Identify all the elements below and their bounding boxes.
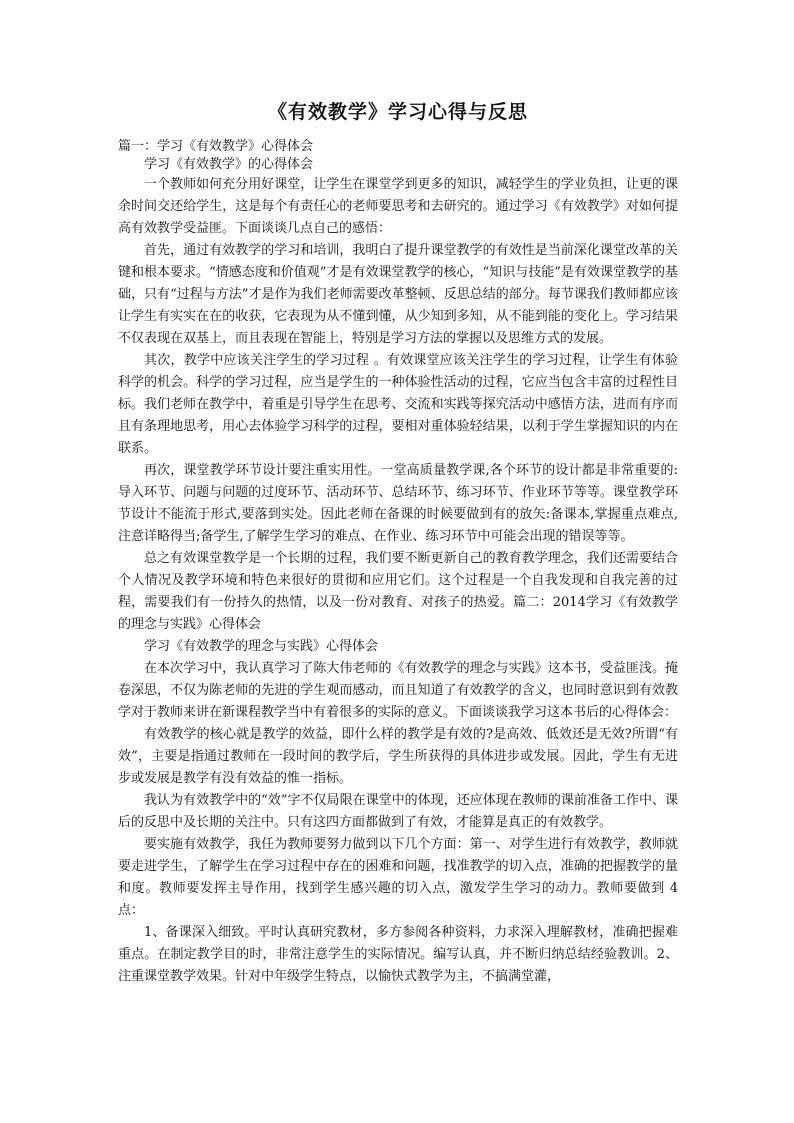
paragraph: 在本次学习中，我认真学习了陈大伟老师的《有效教学的理念与实践》这本书，受益匪浅。掩卷深思，不仅为陈老师的先进的学生观而感动，而且知道了有效教学的含义，也同时意识到有效教学对于教师来讲在新课程教学当中有着很多的实际的意义。下面谈谈我学习这本书后的心得体会： [118, 661, 678, 720]
section-subheading: 学习《有效教学》的心得体会 [144, 157, 314, 172]
paragraph: 首先，通过有效教学的学习和培训，我明白了提升课堂教学的有效性是当前深化课堂改革的关键和根本要求。“情感态度和价值观”才是有效课堂教学的核心，“知识与技能”是有效课堂教学的基础，只有“过程与方法”才是作为我们老师需要改革整顿、反思总结的部分。每节课我们教师都应该让学生有实实在在的收获，它表现为从不懂到懂，从少知到多知，从不能到能的变化上。学习结果不仅表现在双基上，而且表现在智能上，特别是学习方法的掌握以及思维方式的发展。 [118, 243, 678, 346]
paragraph: 总之有效课堂教学是一个长期的过程，我们要不断更新自己的教育教学理念，我们还需要结合个人情况及教学环境和特色来很好的贯彻和应用它们。这个过程是一个自我发现和自我完善的过程，需要我们有一份持久的热情，以及一份对教育、对孩子的热爱。篇二：2014学习《有效教学的理念与实践》心得体会 [118, 551, 678, 632]
section-heading: 篇一：学习《有效教学》心得体会 [118, 139, 314, 154]
paragraph: 一个教师如何充分用好课堂，让学生在课堂学到更多的知识，减轻学生的学业负担，让更的课余时间交还给学生，这是每个有责任心的老师要思考和去研究的。通过学习《有效教学》对如何提高有效教学受益匪。下面谈谈几点自己的感悟： [118, 177, 678, 236]
paragraph: 要实施有效教学，我任为教师要努力做到以下几个方面：第一、对学生进行有效教学，教师就要走进学生，了解学生在学习过程中存在的困难和问题，找准教学的切入点，准确的把握教学的量和度。教师要发挥主导作用，找到学生感兴趣的切入点，激发学生学习的动力。教师要做到 4 点： [118, 837, 678, 918]
document-page [118, 100, 678, 988]
document-title: 《有效教学》学习心得与反思 [267, 101, 528, 123]
paragraph: 其次，教学中应该关注学生的学习过程 。有效课堂应该关注学生的学习过程，让学生有体验科学的机会。科学的学习过程，应当是学生的一种体验性活动的过程，它应当包含丰富的过程性目标。我们老师在教学中，着重是引导学生在思考、交流和实践等探究活动中感悟方法，进而有序而且有条理地思考，用心去体验学习科学的过程，要相对重体验轻结果，以利于学生掌握知识的内在联系。 [118, 353, 678, 456]
paragraph: 我认为有效教学中的“效”字不仅局限在课堂中的体现，还应体现在教师的课前准备工作中、课后的反思中及长期的关注中。只有这四方面都做到了有效，才能算是真正的有效教学。 [118, 793, 678, 830]
paragraph: 有效教学的核心就是教学的效益，即什么样的教学是有效的?是高效、低效还是无效?所谓“有效”，主要是指通过教师在一段时间的教学后，学生所获得的具体进步或发展。因此，学生有无进步或发展是教学有没有效益的惟一指标。 [118, 727, 678, 786]
paragraph: 1、备课深入细致。平时认真研究教材，多方参阅各种资料，力求深入理解教材，准确把握难重点。在制定教学目的时，非常注意学生的实际情况。编写认真，并不断归纳总结经验教训。2、注重课堂教学效果。针对中年级学生特点，以愉快式教学为主，不搞满堂灌， [118, 925, 678, 984]
section-subheading: 学习《有效教学的理念与实践》心得体会 [144, 639, 379, 654]
paragraph: 再次，课堂教学环节设计要注重实用性。一堂高质量教学课,各个环节的设计都是非常重要的: 导入环节、问题与问题的过度环节、活动环节、总结环节、练习环节、作业环节等等。课堂教学环节设计不能流于形式,要落到实处。因此老师在备课的时候要做到有的放矢:备课本,掌握重点难点,注意详略得当;备学生,了解学生学习的难点、在作业、练习环节中可能会出现的错误等等。 [118, 463, 678, 544]
